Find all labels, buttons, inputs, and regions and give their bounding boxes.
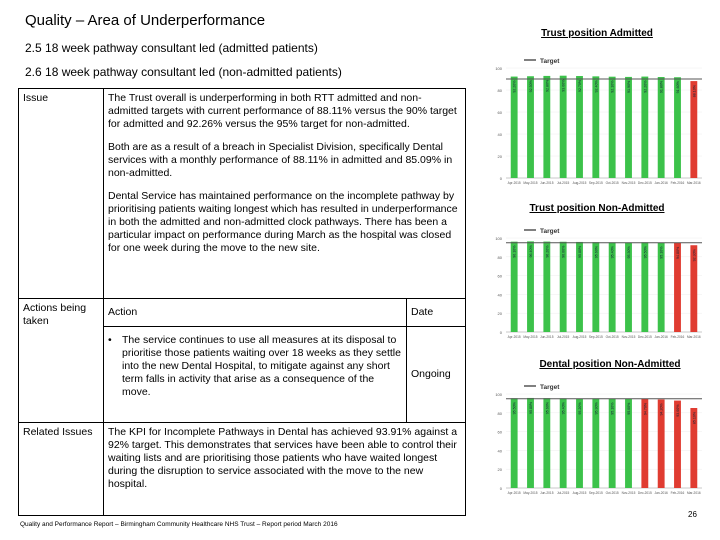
y-tick-label: 0 <box>499 176 502 181</box>
bar-value-label: 92.70% <box>578 79 582 93</box>
x-tick-label: Mar-2016 <box>687 491 701 495</box>
x-tick-label: Feb-2016 <box>670 491 685 495</box>
x-tick-label: May-2015 <box>523 181 538 185</box>
y-tick-label: 60 <box>497 429 502 435</box>
date-header: Date <box>407 299 466 327</box>
footer-text: Quality and Performance Report – Birmingham Community Healthcare NHS Trust – Report period March 2016 <box>20 521 338 528</box>
chart-title-dental: Dental position Non-Admitted <box>539 359 681 370</box>
bar-value-label: 93.00% <box>561 79 566 92</box>
issue-label: Issue <box>19 89 104 299</box>
bar-value-label: 88.10% <box>692 84 697 98</box>
bar-value-label: 92.50% <box>529 80 533 93</box>
y-tick-label: 40 <box>497 292 502 298</box>
x-tick-label: Oct-2015 <box>605 181 619 185</box>
bar-value-label: 95.80% <box>529 401 533 415</box>
subtitle-non-admitted: 2.6 18 week pathway consultant led (non-admitted patients) <box>25 65 342 79</box>
x-tick-label: Apr-2015 <box>507 491 521 495</box>
bar-value-label: 96.20% <box>545 245 550 258</box>
related-text: The KPI for Incomplete Pathways in Dental has achieved 93.91% against a 92% target. This demonstrates that services have been able to control their waiting lists and are prioritising those patients who have waited longest during the disruption to service associated with the move to the new hospital. <box>104 423 466 516</box>
bar-value-label: 96.40% <box>529 245 533 258</box>
related-label: Related Issues <box>19 423 104 516</box>
issue-paragraph: Both are as a result of a breach in Specialist Division, specifically Dental services with a monthly performance of 88.11% in admitted and 85.09% in non-admitted. <box>108 141 453 179</box>
x-tick-label: Aug-2015 <box>572 181 587 185</box>
x-tick-label: Jul-2015 <box>557 181 570 185</box>
x-tick-label: May-2015 <box>523 335 538 339</box>
y-tick-label: 40 <box>497 448 502 454</box>
chart-title-admitted: Trust position Admitted <box>541 28 653 39</box>
x-tick-label: Dec-2015 <box>637 491 652 495</box>
legend-target-label: Target <box>540 384 560 391</box>
x-tick-label: Jul-2015 <box>557 491 570 495</box>
y-tick-label: 100 <box>495 392 502 397</box>
x-tick-label: Jan-2016 <box>654 181 668 185</box>
y-tick-label: 20 <box>497 311 502 317</box>
bar-value-label: 95.40% <box>561 402 566 415</box>
page-title: Quality – Area of Underperformance <box>25 12 266 29</box>
bar-value-label: 95.80% <box>578 245 582 259</box>
bullet-icon: • <box>108 334 112 346</box>
bar-value-label: 92.40% <box>594 80 599 93</box>
x-tick-label: Oct-2015 <box>605 491 619 495</box>
y-tick-label: 100 <box>495 236 502 241</box>
x-tick-label: Nov-2015 <box>621 181 636 185</box>
underperformance-table <box>18 88 466 516</box>
y-tick-label: 20 <box>497 467 502 473</box>
x-tick-label: Sep-2015 <box>588 335 603 339</box>
chart-title-non-admitted: Trust position Non-Admitted <box>529 203 665 214</box>
x-tick-label: Aug-2015 <box>572 491 587 495</box>
x-tick-label: Jan-2016 <box>654 335 668 339</box>
action-bullet-text: The service continues to use all measures at its disposal to prioritise those patients waiting over 18 weeks as they settle into the new Dental Hospital, to mitigate against any short term falls in activity that arise as a consequence of the move. <box>122 334 401 398</box>
x-tick-label: Jun-2015 <box>540 491 554 495</box>
legend-target-label: Target <box>540 58 560 65</box>
bar-value-label: 96.10% <box>512 245 517 258</box>
bar-value-label: 94.20% <box>659 403 664 416</box>
action-cell <box>104 327 407 423</box>
x-tick-label: Feb-2016 <box>670 181 685 185</box>
bar-value-label: 92.20% <box>643 80 648 93</box>
x-tick-label: Jan-2016 <box>654 491 668 495</box>
bar-value-label: 95.30% <box>594 402 599 415</box>
bar-value-label: 95.50% <box>512 402 517 415</box>
issue-paragraph: The Trust overall is underperforming in both RTT admitted and non-admitted targets with current performance of 88.11% versus the 90% target for admitted and 92.26% versus the 95% target for non-admitted. <box>108 92 457 130</box>
chart-trust-admitted <box>484 52 706 190</box>
x-tick-label: Nov-2015 <box>621 491 636 495</box>
bar-value-label: 95.50% <box>643 246 648 259</box>
bar-value-label: 95.20% <box>578 402 582 415</box>
legend-target-label: Target <box>540 228 560 235</box>
bar-value-label: 95.00% <box>627 402 631 415</box>
y-tick-label: 0 <box>499 486 502 491</box>
bar-value-label: 95.60% <box>545 402 550 415</box>
bar-value-label: 94.80% <box>676 246 680 259</box>
y-tick-label: 20 <box>497 154 502 159</box>
subtitle-admitted: 2.5 18 week pathway consultant led (admitted patients) <box>25 41 318 55</box>
page-number: 26 <box>688 510 697 519</box>
bar-value-label: 91.60% <box>676 81 680 94</box>
bar-value-label: 96.00% <box>561 245 566 258</box>
x-tick-label: Feb-2016 <box>670 335 685 339</box>
x-tick-label: May-2015 <box>523 491 538 495</box>
x-tick-label: Jul-2015 <box>557 335 570 339</box>
x-tick-label: Sep-2015 <box>588 491 603 495</box>
action-header: Action <box>104 299 407 327</box>
bar-value-label: 95.30% <box>627 246 631 259</box>
x-tick-label: Mar-2016 <box>687 181 701 185</box>
y-tick-label: 100 <box>495 66 502 71</box>
issue-cell <box>104 89 466 299</box>
x-tick-label: Dec-2015 <box>637 181 652 185</box>
y-tick-label: 0 <box>499 330 502 335</box>
bar-value-label: 95.60% <box>594 246 599 259</box>
bar-value-label: 94.70% <box>643 402 648 416</box>
bar-value-label: 95.10% <box>610 402 615 415</box>
x-tick-label: Aug-2015 <box>572 335 587 339</box>
bar-value-label: 91.90% <box>627 80 631 94</box>
chart-dental-non-admitted <box>484 378 706 500</box>
bar-value-label: 92.30% <box>692 249 697 262</box>
x-tick-label: Mar-2016 <box>687 335 701 339</box>
y-tick-label: 80 <box>497 88 502 93</box>
y-tick-label: 60 <box>497 110 502 115</box>
x-tick-label: Apr-2015 <box>507 335 521 339</box>
x-tick-label: Jun-2015 <box>540 335 554 339</box>
x-tick-label: Sep-2015 <box>588 181 603 185</box>
bar-value-label: 91.80% <box>659 80 664 94</box>
action-date: Ongoing <box>407 327 466 423</box>
x-tick-label: Apr-2015 <box>507 181 521 185</box>
bar-value-label: 85.10% <box>692 411 697 425</box>
bar-value-label: 92.20% <box>512 80 517 93</box>
x-tick-label: Oct-2015 <box>605 335 619 339</box>
bar-value-label: 95.40% <box>610 246 615 259</box>
y-tick-label: 80 <box>497 410 502 416</box>
chart-trust-non-admitted <box>484 222 706 344</box>
bar-value-label: 95.10% <box>659 246 664 259</box>
x-tick-label: Dec-2015 <box>637 335 652 339</box>
actions-label: Actions being taken <box>19 299 104 423</box>
bar-value-label: 92.10% <box>610 80 615 93</box>
y-tick-label: 60 <box>497 273 502 279</box>
y-tick-label: 80 <box>497 254 502 260</box>
bar-value-label: 92.80% <box>545 79 550 93</box>
y-tick-label: 40 <box>497 132 502 137</box>
x-tick-label: Nov-2015 <box>621 335 636 339</box>
bar-value-label: 93.00% <box>676 404 680 417</box>
x-tick-label: Jun-2015 <box>540 181 554 185</box>
issue-paragraph: Dental Service has maintained performance on the incomplete pathway by prioritising patients waiting longest which has resulted in underperformance in both the admitted and non-admitted clock pathways. There has been a particular impact on performance during March as the hospital was closed for one week during the move to the new site. <box>108 190 458 254</box>
